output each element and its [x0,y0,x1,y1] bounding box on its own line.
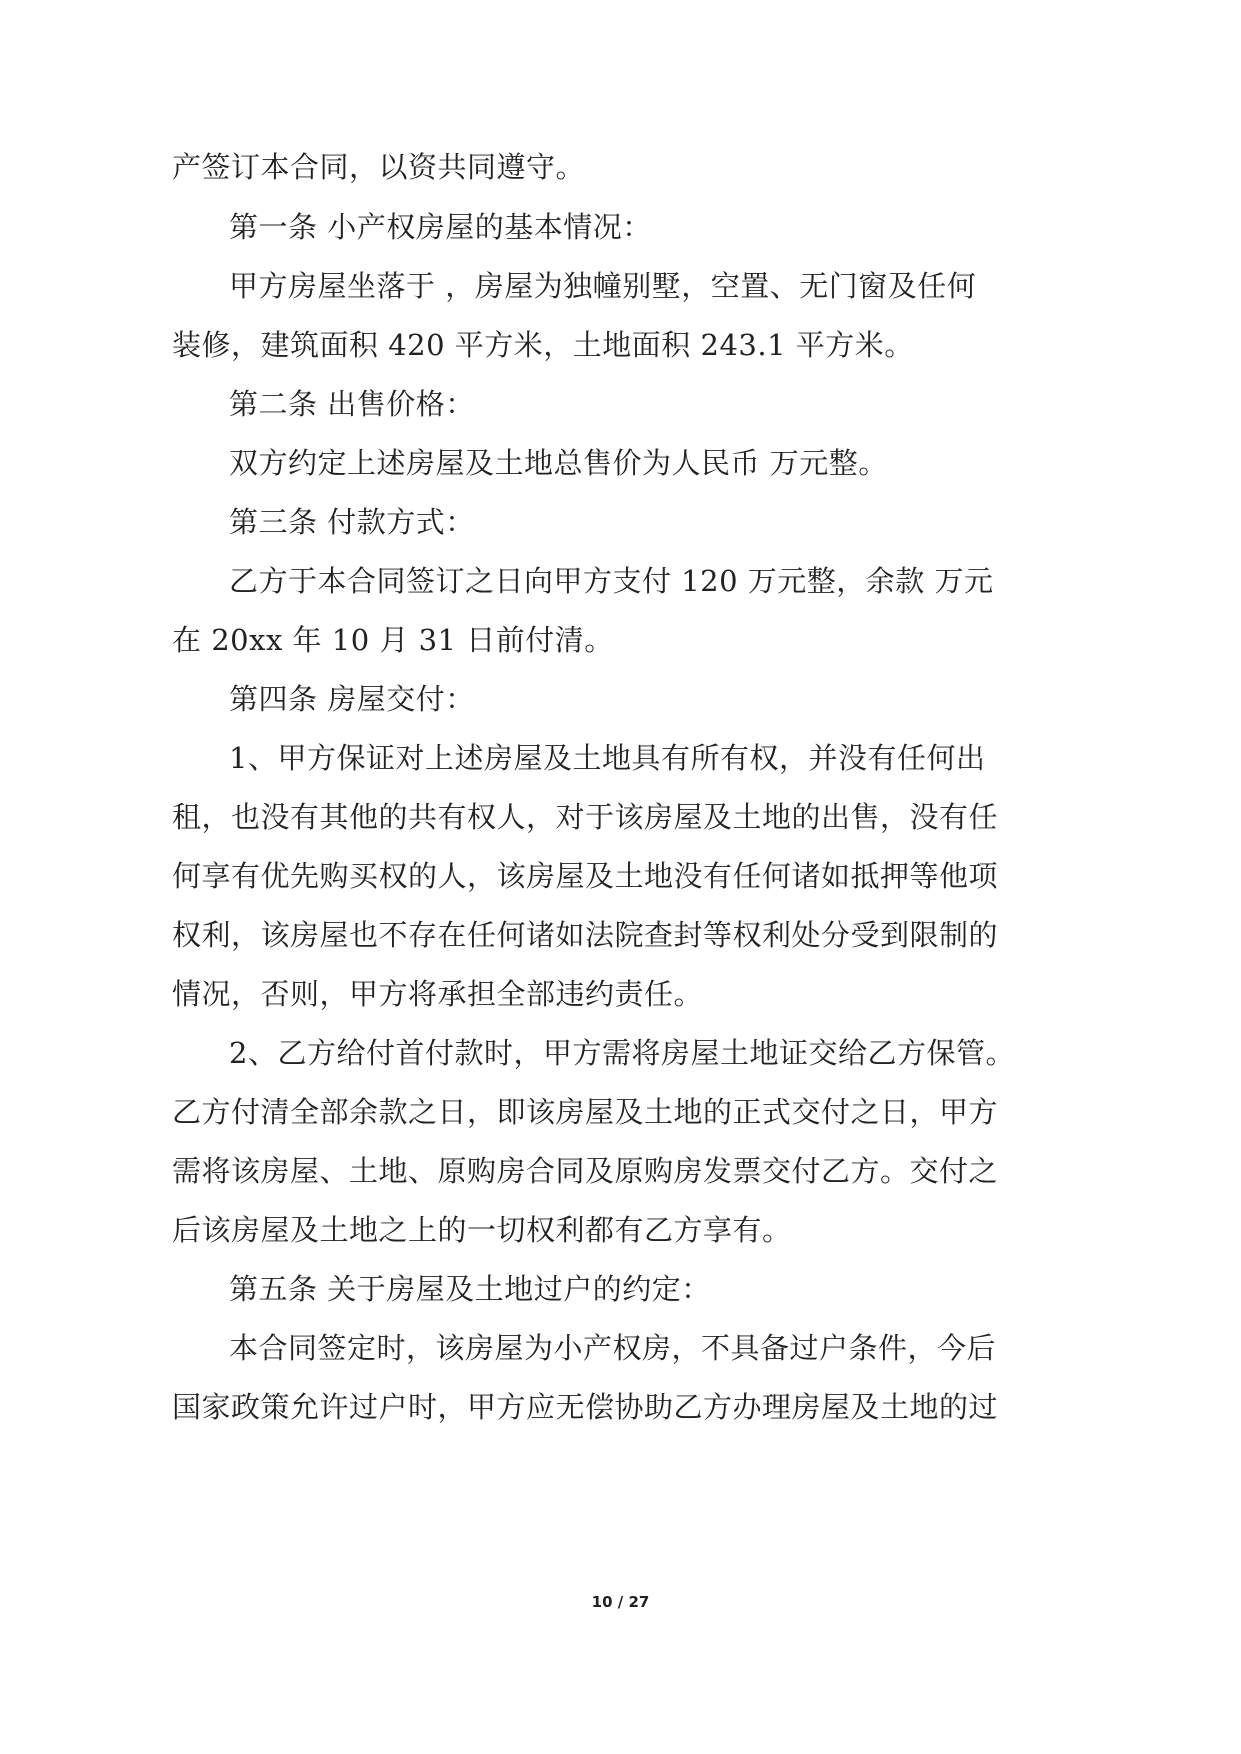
text-line: 乙方付清全部余款之日，即该房屋及土地的正式交付之日，甲方 [172,1095,999,1129]
text-line: 情况，否则，甲方将承担全部违约责任。 [172,977,704,1011]
text-line: 后该房屋及土地之上的一切权利都有乙方享有。 [172,1213,792,1247]
text-line: 国家政策允许过户时，甲方应无偿协助乙方办理房屋及土地的过 [172,1390,999,1424]
text-line: 何享有优先购买权的人，该房屋及土地没有任何诸如抵押等他项 [172,859,999,893]
section-heading: 第五条 关于房屋及土地过户的约定： [229,1272,711,1306]
text-line: 2、乙方给付首付款时，甲方需将房屋土地证交给乙方保管。 [229,1036,1015,1070]
text-line: 需将该房屋、土地、原购房合同及原购房发票交付乙方。交付之 [172,1154,999,1188]
text-line: 租，也没有其他的共有权人，对于该房屋及土地的出售，没有任 [172,800,999,834]
section-heading: 第二条 出售价格： [229,387,475,421]
section-heading: 第三条 付款方式： [229,505,475,539]
text-line: 本合同签定时，该房屋为小产权房，不具备过户条件，今后 [229,1331,997,1365]
text-line: 权利，该房屋也不存在任何诸如法院查封等权利处分受到限制的 [172,918,999,952]
text-line: 装修，建筑面积 420 平方米，土地面积 243.1 平方米。 [172,328,914,362]
text-line: 甲方房屋坐落于 ，房屋为独幢别墅，空置、无门窗及任何 [229,269,977,303]
text-line: 产签订本合同，以资共同遵守。 [172,150,586,184]
page-number: 10 / 27 [591,1593,650,1611]
text-line: 乙方于本合同签订之日向甲方支付 120 万元整，余款 万元 [229,564,994,598]
text-line: 在 20xx 年 10 月 31 日前付清。 [172,623,614,657]
section-heading: 第一条 小产权房屋的基本情况： [229,210,652,244]
text-line: 1、甲方保证对上述房屋及土地具有所有权，并没有任何出 [229,741,986,775]
text-line: 双方约定上述房屋及土地总售价为人民币 万元整。 [229,446,888,480]
section-heading: 第四条 房屋交付： [229,682,475,716]
